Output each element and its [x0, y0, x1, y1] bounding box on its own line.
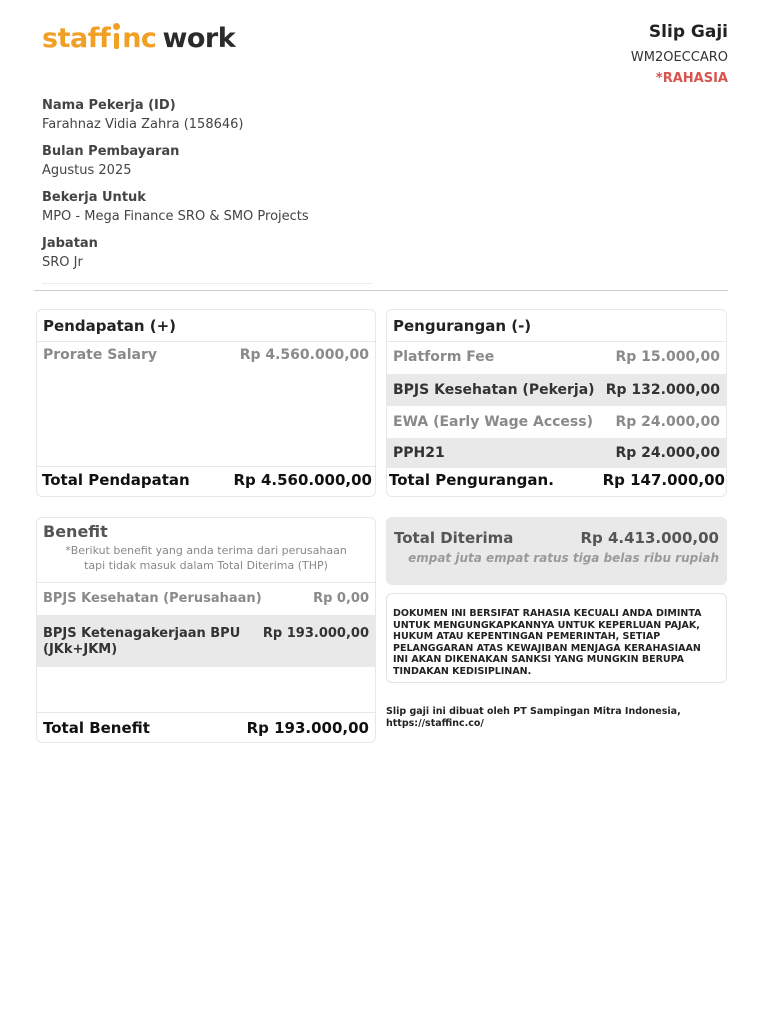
info-label: Bekerja Untuk	[42, 190, 146, 205]
deductions-total-label: Total Pengurangan.	[389, 471, 554, 489]
benefit-title: Benefit	[43, 522, 108, 541]
staffinc-work-logo	[42, 20, 235, 56]
deduction-row-amount: Rp 132.000,00	[605, 382, 720, 398]
info-underline	[42, 283, 372, 284]
info-pay-month	[42, 144, 372, 178]
logo-i-mark	[111, 27, 121, 49]
benefit-row	[37, 583, 375, 613]
info-employer	[42, 190, 372, 224]
income-total	[42, 468, 372, 492]
logo-text-nc: nc	[122, 22, 157, 54]
worker-info	[42, 98, 372, 282]
info-value: SRO Jr	[42, 255, 83, 270]
benefit-total	[43, 715, 369, 741]
logo-text-work: work	[162, 22, 236, 54]
benefit-total-label: Total Benefit	[43, 719, 150, 737]
deduction-row	[387, 438, 726, 468]
info-label: Nama Pekerja (ID)	[42, 98, 176, 113]
benefit-row-amount: Rp 0,00	[313, 590, 369, 606]
deduction-row-label: EWA (Early Wage Access)	[393, 414, 593, 430]
slip-title: Slip Gaji	[648, 22, 728, 42]
deduction-row-amount: Rp 15.000,00	[615, 349, 720, 365]
benefit-card	[36, 517, 376, 743]
info-worker-name	[42, 98, 372, 132]
info-label: Bulan Pembayaran	[42, 144, 180, 159]
deductions-total	[389, 468, 725, 492]
income-total-label: Total Pendapatan	[42, 471, 190, 489]
confidentiality-notice: DOKUMEN INI BERSIFAT RAHASIA KECUALI ANDA DIMINTA UNTUK MENGUNGKAPKANNYA UNTUK KEPERLUAN PAJAK, HUKUM ATAU KEPENTINGAN PEMERINTAH, SETIAP PELANGGARAN ATAS KEWAJIBAN MENJAGA KERAHASIAAN INI AKAN DIKENAKAN SANKSI YANG MUNGKIN BERUPA TINDAKAN KEDISIPLINAN.	[386, 593, 727, 683]
benefit-row-label-line: BPJS Ketenagakerjaan BPU	[43, 626, 241, 641]
info-value: MPO - Mega Finance SRO & SMO Projects	[42, 209, 309, 224]
issuer-line: Slip gaji ini dibuat oleh PT Sampingan Mitra Indonesia,	[386, 706, 681, 717]
info-position	[42, 236, 372, 270]
deduction-row	[387, 342, 726, 372]
benefit-row-label: BPJS Kesehatan (Perusahaan)	[43, 590, 262, 606]
income-total-separator	[37, 466, 375, 467]
benefit-note-line: tapi tidak masuk dalam Total Diterima (THP)	[84, 559, 328, 572]
slip-header	[631, 22, 728, 86]
benefit-note-line: *Berikut benefit yang anda terima dari perusahaan	[65, 544, 347, 557]
info-value: Farahnaz Vidia Zahra (158646)	[42, 117, 244, 132]
take-home-pay	[386, 517, 727, 585]
benefit-row	[37, 615, 375, 667]
take-home-line	[386, 517, 727, 547]
take-home-in-words: empat juta empat ratus tiga belas ribu rupiah	[408, 551, 719, 565]
issuer-note	[386, 706, 686, 729]
benefit-total-separator	[37, 712, 375, 713]
section-divider	[34, 290, 728, 291]
benefit-total-amount: Rp 193.000,00	[246, 719, 369, 737]
deduction-row	[387, 406, 726, 438]
confidential-label: *RAHASIA	[655, 71, 728, 86]
deduction-row-amount: Rp 24.000,00	[615, 445, 720, 461]
benefit-note	[37, 541, 375, 573]
income-row-label: Prorate Salary	[43, 347, 158, 363]
income-title: Pendapatan (+)	[37, 310, 375, 342]
slip-code: WM2OECCARO	[630, 50, 728, 65]
deduction-row-label: PPH21	[393, 445, 445, 461]
income-total-amount: Rp 4.560.000,00	[233, 471, 372, 489]
deduction-row-label: BPJS Kesehatan (Pekerja)	[393, 382, 595, 398]
take-home-label: Total Diterima	[394, 529, 514, 547]
deductions-total-amount: Rp 147.000,00	[602, 471, 725, 489]
benefit-row-amount: Rp 193.000,00	[262, 626, 369, 641]
info-value: Agustus 2025	[42, 163, 132, 178]
benefit-row-label-line: (JKk+JKM)	[43, 642, 118, 657]
logo-text-staff: staff	[42, 22, 111, 54]
income-row-amount: Rp 4.560.000,00	[239, 347, 369, 363]
deduction-row	[387, 374, 726, 406]
info-label: Jabatan	[42, 236, 98, 251]
deductions-title: Pengurangan (-)	[387, 310, 726, 342]
income-row	[37, 342, 375, 368]
benefit-row-label	[43, 626, 240, 657]
take-home-amount: Rp 4.413.000,00	[580, 529, 719, 547]
issuer-link[interactable]: https://staffinc.co/	[386, 717, 484, 729]
deduction-row-amount: Rp 24.000,00	[615, 414, 720, 430]
deduction-row-label: Platform Fee	[393, 349, 495, 365]
